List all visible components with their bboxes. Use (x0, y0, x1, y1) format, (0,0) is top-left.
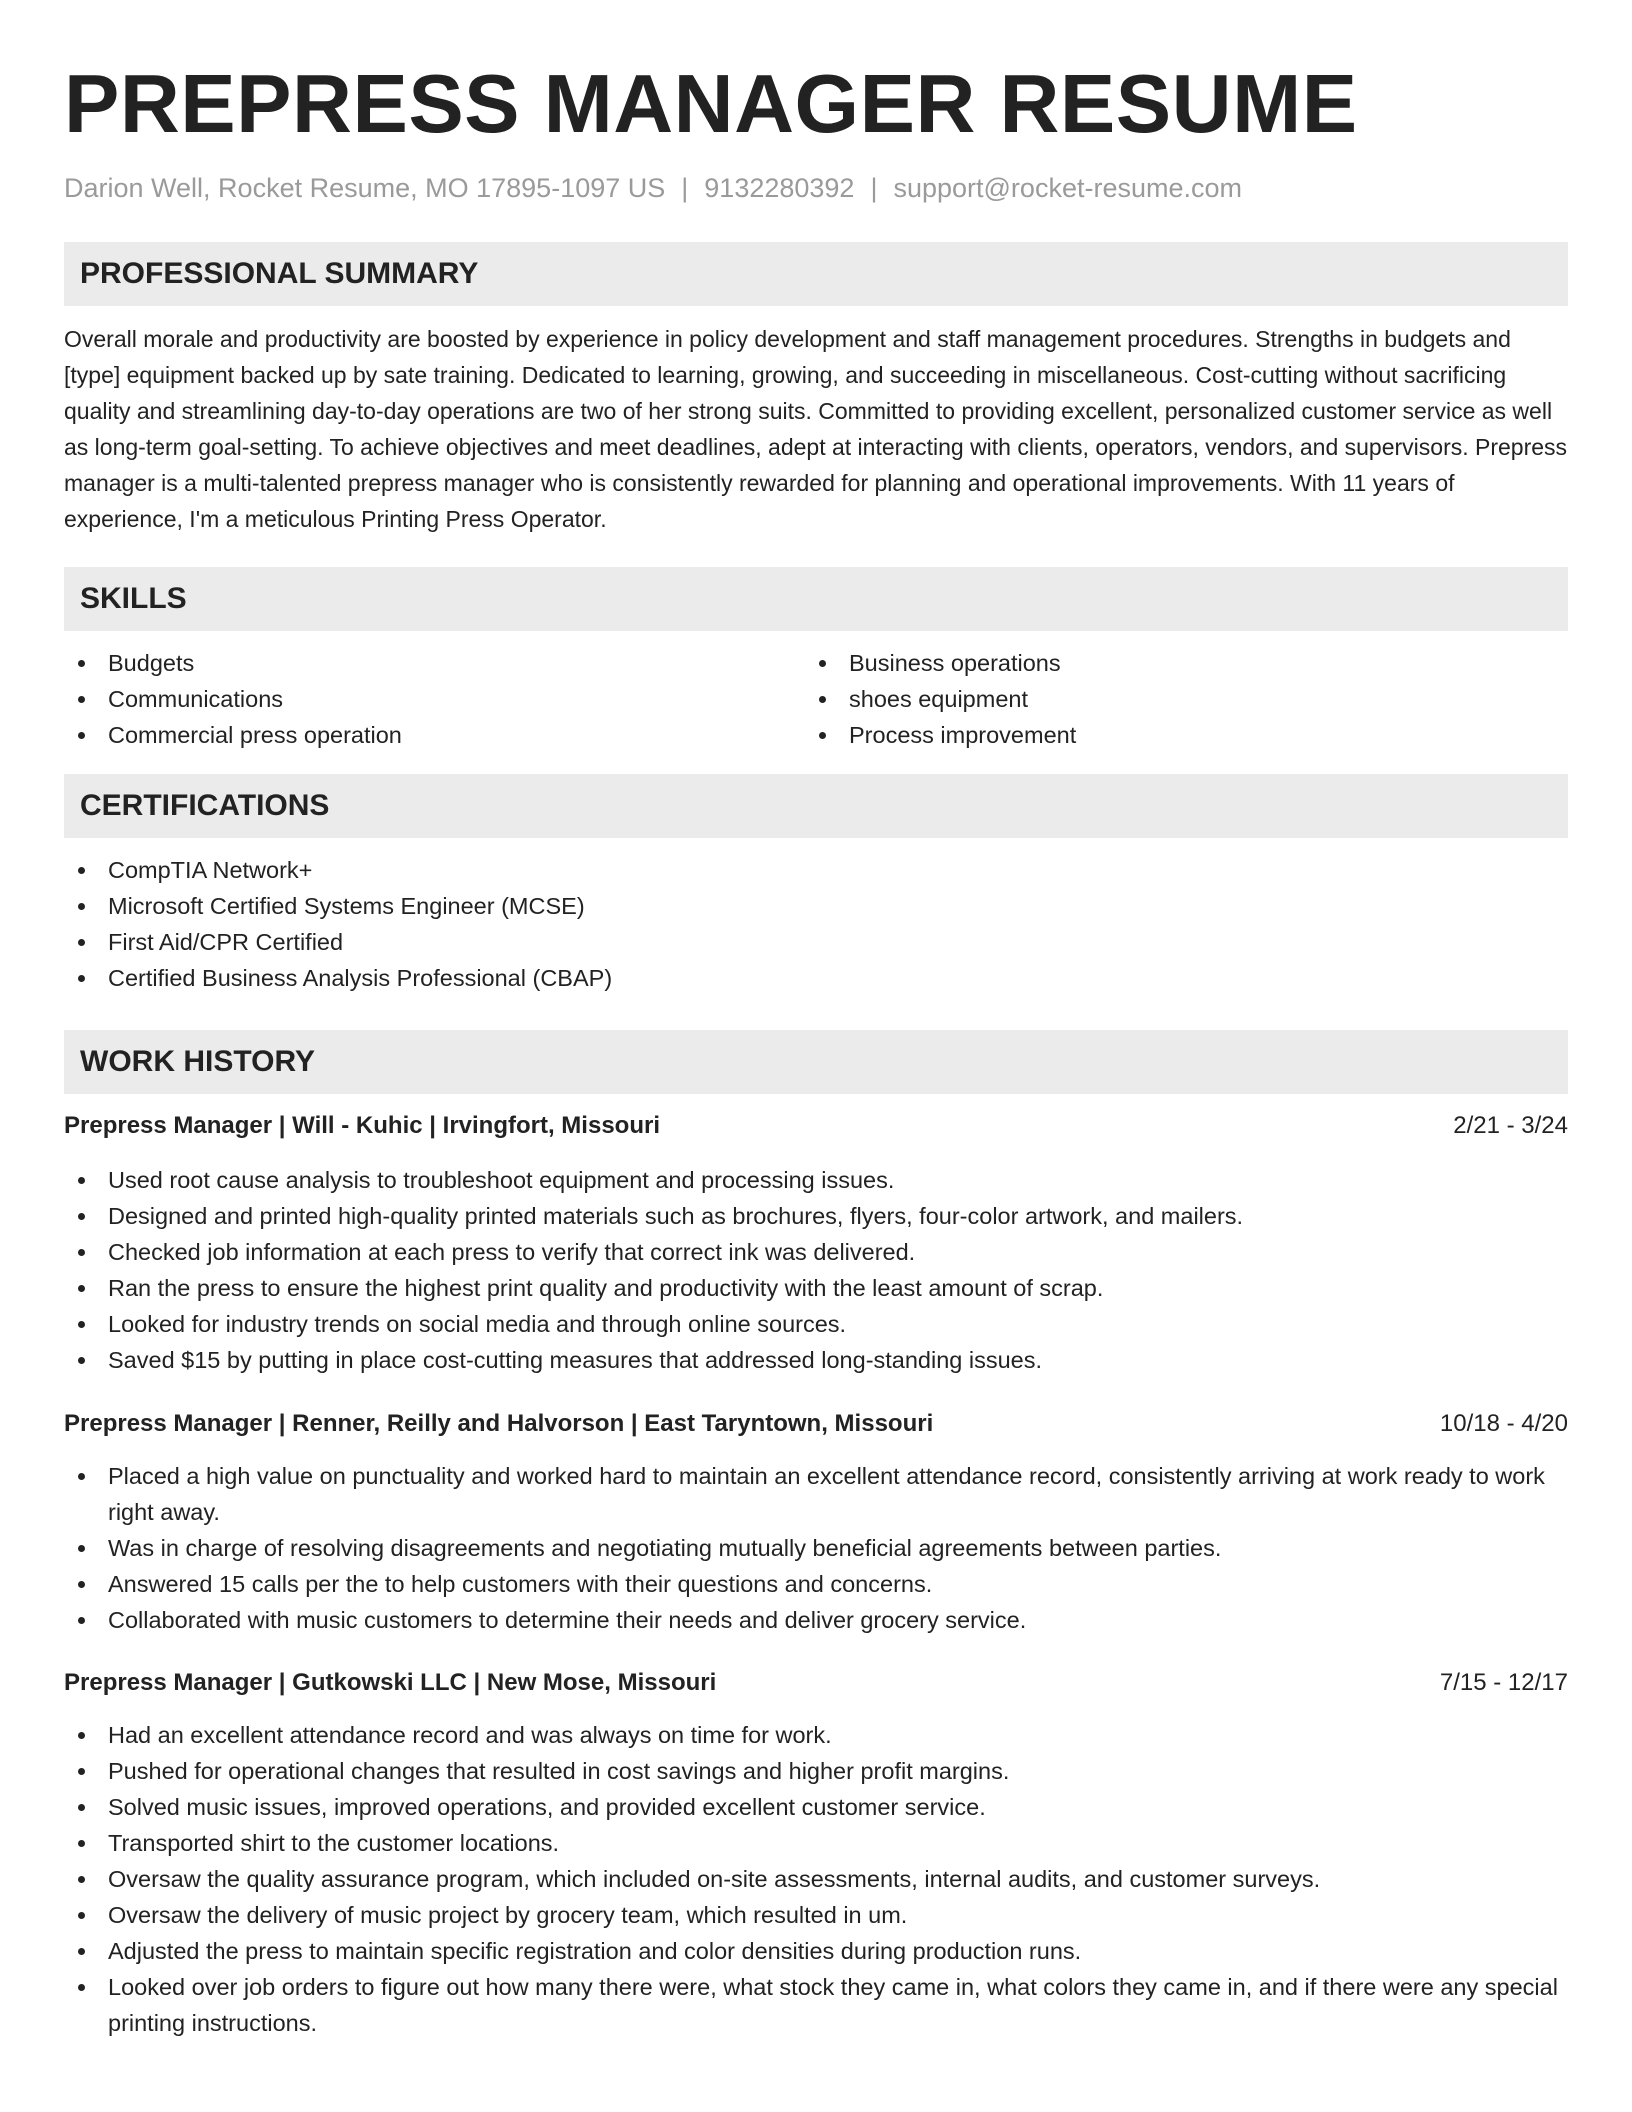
job-bullet: Used root cause analysis to troubleshoot equipment and processing issues. (64, 1162, 1568, 1198)
job-bullets (64, 1162, 1568, 1378)
skill-item: Business operations (805, 645, 1546, 681)
job-bullet: Oversaw the delivery of music project by grocery team, which resulted in um. (64, 1897, 1568, 1933)
skill-item: Process improvement (805, 717, 1546, 753)
skills-list (64, 645, 1568, 753)
contact-address: Darion Well, Rocket Resume, MO 17895-1097 US (64, 173, 666, 203)
certification-item: CompTIA Network+ (64, 852, 1568, 888)
contact-separator: | (681, 173, 689, 203)
job-bullet: Looked for industry trends on social media and through online sources. (64, 1306, 1568, 1342)
job-title: Prepress Manager | Renner, Reilly and Halvorson | East Taryntown, Missouri (64, 1410, 934, 1438)
job-bullet: Was in charge of resolving disagreements and negotiating mutually beneficial agreements between parties. (64, 1530, 1568, 1566)
job-bullet: Oversaw the quality assurance program, which included on-site assessments, internal audits, and customer surveys. (64, 1861, 1568, 1897)
job-title: Prepress Manager | Will - Kuhic | Irvingfort, Missouri (64, 1112, 660, 1140)
skills-column-right (805, 645, 1546, 753)
job-bullet: Placed a high value on punctuality and worked hard to maintain an excellent attendance record, consistently arriving at work ready to work right away. (64, 1458, 1568, 1530)
job-header (64, 1108, 1568, 1144)
certifications-heading: CERTIFICATIONS (64, 774, 1568, 838)
job-header (64, 1406, 1568, 1442)
job-entry (64, 1406, 1568, 1638)
job-entry (64, 1108, 1568, 1378)
skills-heading: SKILLS (64, 567, 1568, 631)
job-bullet: Pushed for operational changes that resulted in cost savings and higher profit margins. (64, 1753, 1568, 1789)
contact-line (64, 172, 1568, 204)
certification-item: Microsoft Certified Systems Engineer (MCSE) (64, 888, 1568, 924)
job-bullet: Saved $15 by putting in place cost-cutting measures that addressed long-standing issues. (64, 1342, 1568, 1378)
job-header (64, 1665, 1568, 1701)
job-bullet: Looked over job orders to figure out how many there were, what stock they came in, what colors they came in, and if there were any special printing instructions. (64, 1969, 1568, 2041)
job-bullet: Solved music issues, improved operations, and provided excellent customer service. (64, 1789, 1568, 1825)
contact-phone: 9132280392 (704, 173, 855, 203)
summary-text: Overall morale and productivity are boosted by experience in policy development and staff management procedures. Strengths in budgets and [type] equipment backed up by sate training. Dedicated to learning, growing, and succeeding in miscellaneous. Cost-cutting without sacrificing quality and streamlining day-to-day operations are two of her strong suits. Committed to providing excellent, personalized customer service as well as long-term goal-setting. To achieve objectives and meet deadlines, adept at interacting with clients, operators, vendors, and supervisors. Prepress manager is a multi-talented prepress manager who is consistently rewarded for planning and operational improvements. With 11 years of experience, I'm a meticulous Printing Press Operator. (64, 326, 1568, 533)
job-bullet: Ran the press to ensure the highest print quality and productivity with the least amount of scrap. (64, 1270, 1568, 1306)
certification-item: Certified Business Analysis Professional (CBAP) (64, 960, 1568, 996)
job-bullets (64, 1458, 1568, 1638)
contact-email: support@rocket-resume.com (893, 173, 1242, 203)
skill-item: Communications (64, 681, 805, 717)
job-bullet: Designed and printed high-quality printed materials such as brochures, flyers, four-color artwork, and mailers. (64, 1198, 1568, 1234)
job-dates: 10/18 - 4/20 (1439, 1410, 1568, 1438)
job-bullet: Adjusted the press to maintain specific registration and color densities during production runs. (64, 1933, 1568, 1969)
skill-item: Commercial press operation (64, 717, 805, 753)
job-bullet: Had an excellent attendance record and was always on time for work. (64, 1717, 1568, 1753)
certification-item: First Aid/CPR Certified (64, 924, 1568, 960)
skills-column-left (64, 645, 805, 753)
contact-separator: | (870, 173, 878, 203)
job-bullet: Answered 15 calls per the to help customers with their questions and concerns. (64, 1566, 1568, 1602)
certifications-list (64, 852, 1568, 996)
page-title: PREPRESS MANAGER RESUME (64, 57, 1358, 150)
job-dates: 7/15 - 12/17 (1439, 1669, 1568, 1697)
skill-item: shoes equipment (805, 681, 1546, 717)
work-history-heading: WORK HISTORY (64, 1030, 1568, 1094)
job-dates: 2/21 - 3/24 (1453, 1112, 1568, 1140)
skill-item: Budgets (64, 645, 805, 681)
job-title: Prepress Manager | Gutkowski LLC | New Mose, Missouri (64, 1669, 717, 1697)
summary-heading: PROFESSIONAL SUMMARY (64, 242, 1568, 306)
job-bullet: Transported shirt to the customer locations. (64, 1825, 1568, 1861)
job-bullet: Collaborated with music customers to determine their needs and deliver grocery service. (64, 1602, 1568, 1638)
job-bullets (64, 1717, 1568, 2041)
job-bullet: Checked job information at each press to verify that correct ink was delivered. (64, 1234, 1568, 1270)
job-entry (64, 1665, 1568, 2041)
